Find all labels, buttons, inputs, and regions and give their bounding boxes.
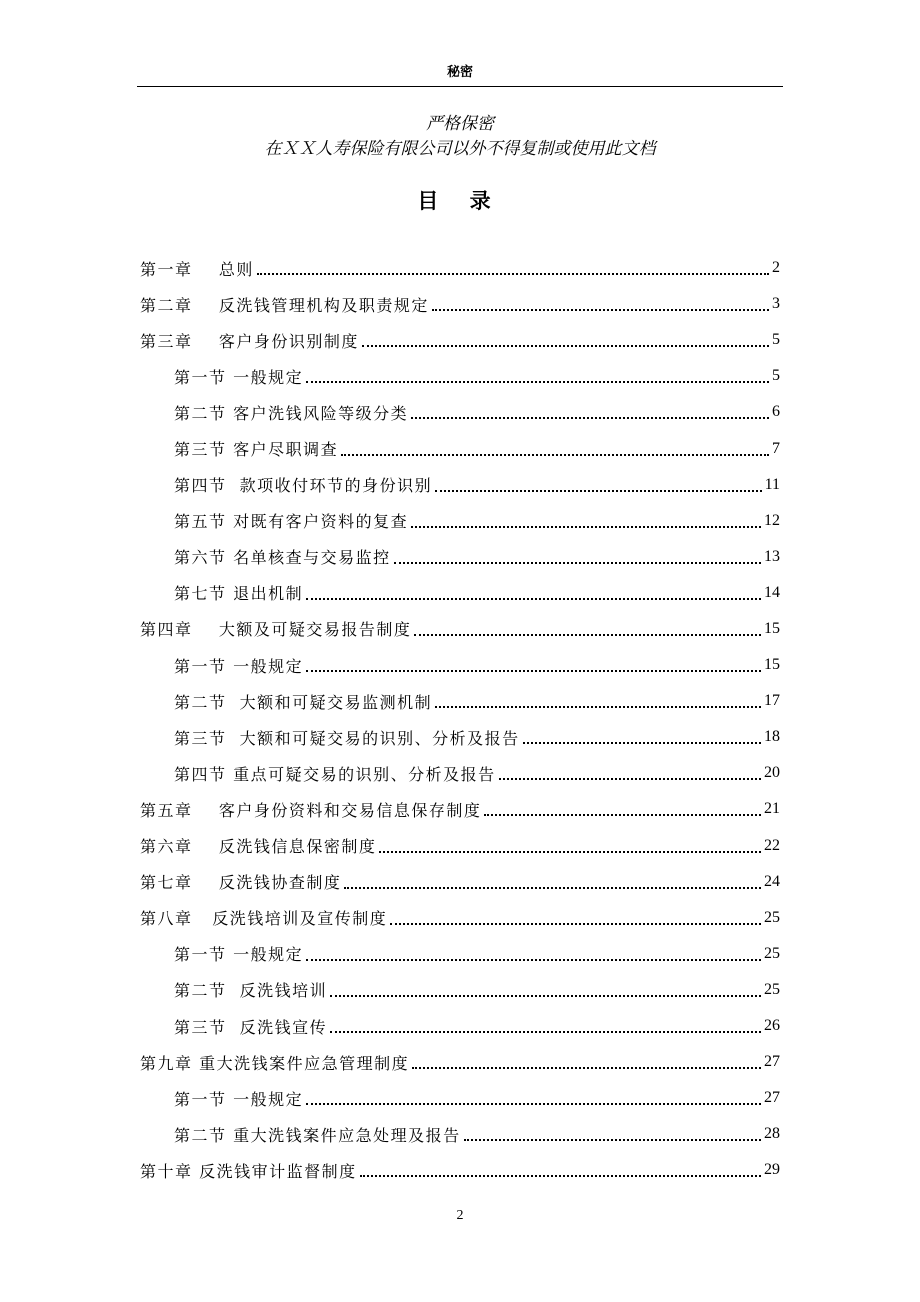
toc-section-entry[interactable]	[140, 503, 780, 539]
toc-entry-page: 27	[764, 1089, 780, 1107]
toc-section-entry[interactable]	[140, 358, 780, 394]
toc-entry-page: 13	[764, 547, 780, 565]
toc-chapter-entry[interactable]	[140, 322, 780, 358]
toc-entry-label: 第三节 大额和可疑交易的识别、分析及报告	[174, 728, 520, 748]
toc-section-entry[interactable]	[140, 575, 780, 611]
toc-entry-page: 17	[764, 692, 780, 710]
toc-chapter-entry[interactable]	[140, 864, 780, 900]
toc-section-entry[interactable]	[140, 755, 780, 791]
toc-entry-page: 12	[764, 511, 780, 529]
toc-entry-page: 26	[764, 1017, 780, 1035]
toc-entry-label: 第六节 名单核查与交易监控	[174, 548, 391, 568]
toc-dot-leader	[257, 273, 769, 275]
toc-entry-label: 第四节 重点可疑交易的识别、分析及报告	[174, 764, 496, 784]
toc-section-entry[interactable]	[140, 467, 780, 503]
toc-dot-leader	[411, 417, 769, 419]
toc-section-entry[interactable]	[140, 1116, 780, 1152]
toc-dot-leader	[435, 706, 761, 708]
toc-entry-page: 24	[764, 872, 780, 890]
toc-section-entry[interactable]	[140, 1080, 780, 1116]
toc-section-entry[interactable]	[140, 394, 780, 430]
toc-dot-leader	[362, 345, 769, 347]
toc-section-entry[interactable]	[140, 972, 780, 1008]
toc-dot-leader	[499, 778, 761, 780]
toc-dot-leader	[330, 1031, 761, 1033]
toc-entry-label: 第三节 客户尽职调查	[174, 440, 339, 460]
toc-entry-page: 15	[764, 619, 780, 637]
toc-dot-leader	[394, 562, 761, 564]
toc-entry-label: 第二节 大额和可疑交易监测机制	[174, 692, 433, 712]
toc-entry-label: 第二节 重大洗钱案件应急处理及报告	[174, 1125, 461, 1145]
toc-entry-page: 29	[764, 1161, 780, 1179]
toc-entry-label: 第三章 客户身份识别制度	[140, 331, 359, 351]
toc-entry-page: 27	[764, 1053, 780, 1071]
toc-entry-page: 2	[772, 259, 780, 277]
toc-entry-label: 第五节 对既有客户资料的复查	[174, 512, 409, 532]
toc-dot-leader	[411, 526, 761, 528]
toc-entry-label: 第五章 客户身份资料和交易信息保存制度	[140, 800, 482, 820]
toc-entry-page: 15	[764, 656, 780, 674]
toc-entry-page: 6	[772, 403, 780, 421]
confidential-notice-line2: 在ＸＸ人寿保险有限公司以外不得复制或使用此文档	[264, 139, 656, 159]
toc-entry-label: 第六章 反洗钱信息保密制度	[140, 837, 377, 857]
toc-entry-label: 第二节 反洗钱培训	[174, 981, 328, 1001]
toc-section-entry[interactable]	[140, 936, 780, 972]
toc-entry-page: 28	[764, 1125, 780, 1143]
toc-entry-label: 第一节 一般规定	[174, 945, 304, 965]
toc-entry-label: 第二章 反洗钱管理机构及职责规定	[140, 295, 429, 315]
toc-dot-leader	[306, 1103, 761, 1105]
toc-entry-label: 第一节 一般规定	[174, 367, 304, 387]
toc-dot-leader	[306, 670, 761, 672]
toc-title: 目 录	[417, 189, 503, 213]
toc-entry-page: 20	[764, 764, 780, 782]
toc-section-entry[interactable]	[140, 647, 780, 683]
toc-section-entry[interactable]	[140, 683, 780, 719]
toc-dot-leader	[306, 381, 769, 383]
toc-entry-label: 第八章 反洗钱培训及宣传制度	[140, 909, 388, 929]
page-number: 2	[456, 1208, 464, 1223]
toc-section-entry[interactable]	[140, 539, 780, 575]
toc-entry-label: 第七节 退出机制	[174, 584, 304, 604]
toc-entry-page: 25	[764, 944, 780, 962]
toc-chapter-entry[interactable]	[140, 828, 780, 864]
toc-section-entry[interactable]	[140, 1008, 780, 1044]
toc-entry-page: 5	[772, 331, 780, 349]
toc-chapter-entry[interactable]	[140, 250, 780, 286]
toc-dot-leader	[523, 742, 761, 744]
toc-dot-leader	[435, 490, 761, 492]
toc-entry-label: 第四节 款项收付环节的身份识别	[174, 476, 433, 496]
toc-chapter-entry[interactable]	[140, 791, 780, 827]
toc-dot-leader	[306, 959, 761, 961]
toc-entry-page: 7	[772, 439, 780, 457]
toc-chapter-entry[interactable]	[140, 900, 780, 936]
toc-dot-leader	[330, 995, 761, 997]
toc-entry-label: 第四章 大额及可疑交易报告制度	[140, 620, 412, 640]
toc-dot-leader	[412, 1067, 761, 1069]
toc-dot-leader	[360, 1175, 761, 1177]
toc-section-entry[interactable]	[140, 719, 780, 755]
confidential-notice-line1: 严格保密	[426, 114, 494, 134]
toc-entry-label: 第九章 重大洗钱案件应急管理制度	[140, 1053, 410, 1073]
toc-dot-leader	[414, 634, 761, 636]
toc-entry-page: 11	[764, 475, 780, 493]
toc-dot-leader	[344, 887, 761, 889]
toc-entry-page: 3	[772, 295, 780, 313]
toc-entry-page: 21	[764, 800, 780, 818]
toc-chapter-entry[interactable]	[140, 1152, 780, 1188]
toc-entry-label: 第十章 反洗钱审计监督制度	[140, 1161, 357, 1181]
toc-section-entry[interactable]	[140, 430, 780, 466]
table-of-contents	[140, 250, 780, 1188]
toc-entry-page: 25	[764, 980, 780, 998]
toc-chapter-entry[interactable]	[140, 286, 780, 322]
toc-dot-leader	[341, 454, 769, 456]
toc-dot-leader	[464, 1139, 761, 1141]
toc-dot-leader	[432, 309, 769, 311]
page-header: 秘密	[137, 62, 783, 87]
toc-entry-page: 14	[764, 583, 780, 601]
toc-dot-leader	[390, 923, 761, 925]
toc-dot-leader	[484, 814, 761, 816]
toc-entry-label: 第一章 总则	[140, 259, 254, 279]
toc-chapter-entry[interactable]	[140, 1044, 780, 1080]
toc-dot-leader	[306, 598, 761, 600]
toc-entry-label: 第一节 一般规定	[174, 1089, 304, 1109]
toc-entry-label: 第三节 反洗钱宣传	[174, 1017, 328, 1037]
toc-dot-leader	[379, 851, 761, 853]
toc-entry-label: 第七章 反洗钱协查制度	[140, 873, 342, 893]
toc-chapter-entry[interactable]	[140, 611, 780, 647]
toc-entry-page: 18	[764, 728, 780, 746]
toc-entry-page: 25	[764, 908, 780, 926]
toc-entry-page: 22	[764, 836, 780, 854]
toc-entry-page: 5	[772, 367, 780, 385]
toc-entry-label: 第一节 一般规定	[174, 656, 304, 676]
toc-entry-label: 第二节 客户洗钱风险等级分类	[174, 403, 409, 423]
